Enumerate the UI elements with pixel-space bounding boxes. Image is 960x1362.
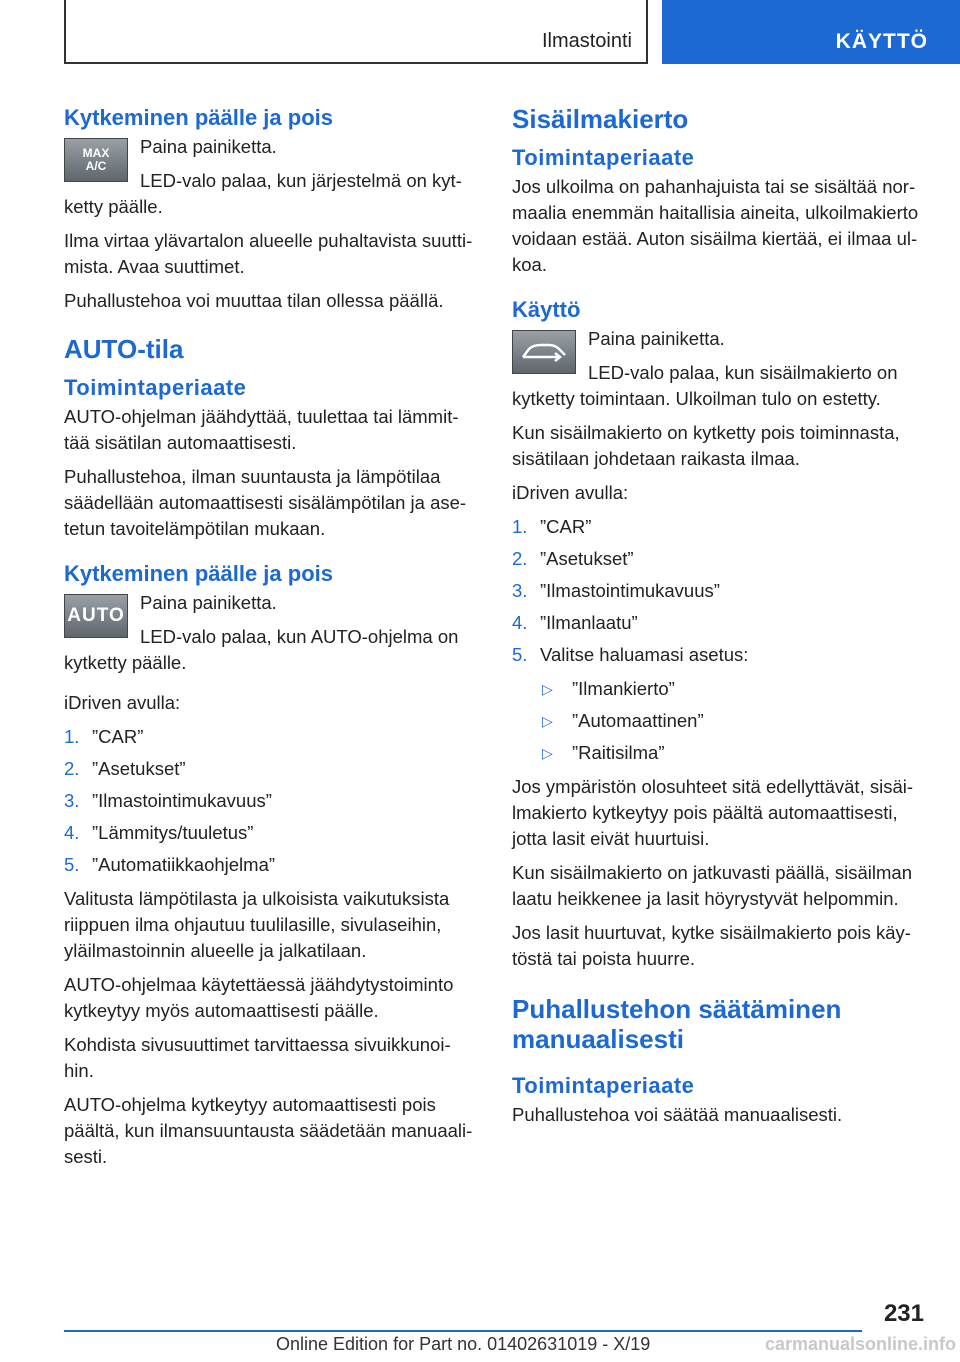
paragraph: Paina painiketta. (588, 328, 725, 349)
footer-divider (64, 1330, 862, 1332)
paragraph: Kun sisäilmakierto on kytketty pois toiminnasta, sisätilaan johdetaan raikasta ilmaa. (512, 422, 900, 469)
step-list (512, 514, 926, 668)
recirculation-car-icon (512, 330, 576, 374)
paragraph: LED-valo palaa, kun AUTO-ohjelma on kytketty päälle. (64, 626, 459, 673)
paragraph: AUTO-ohjelman jäähdyttää, tuulettaa tai lämmit-tää sisätilan automaattisesti. (64, 406, 459, 453)
paragraph: Jos ympäristön olosuhteet sitä edellyttävät, sisäi-lmakierto kytkeytyy pois päältä automaattisesti, jotta lasit eivät huurtuisi. (512, 776, 914, 849)
list-item: 1. ”CAR” (512, 516, 592, 537)
list-item: ▷ ”Ilmankierto” (540, 676, 926, 702)
auto-button-icon: AUTO (64, 594, 128, 638)
list-item: 5. Valitse haluamasi asetus: (512, 644, 749, 665)
list-item: 1. ”CAR” (64, 726, 144, 747)
right-column (512, 100, 926, 1136)
paragraph: AUTO-ohjelmaa käytettäessä jäähdytystoiminto kytkeytyy myös automaattisesti päälle. (64, 974, 454, 1021)
paragraph: Jos lasit huurtuvat, kytke sisäilmakierto pois käy-töstä tai poista huurre. (512, 922, 911, 969)
recirc-block (512, 326, 926, 420)
paragraph: Valitusta lämpötilasta ja ulkoisista vaikutuksista riippuen ilma ohjautuu tuulilasille, sivulaseihin, yläilmastoinnin alueelle ja jalkatilaan. (64, 888, 450, 961)
triangle-bullet-icon: ▷ (542, 681, 553, 697)
list-item: ▷ ”Raitisilma” (540, 740, 926, 766)
paragraph: Puhallustehoa voi säätää manuaalisesti. (512, 1104, 843, 1125)
auto-block (64, 590, 478, 684)
heading-principle: Toimintaperiaate (512, 145, 695, 170)
paragraph: Puhallustehoa voi muuttaa tilan ollessa päällä. (64, 290, 444, 311)
heading-use: Käyttö (512, 297, 581, 322)
watermark: carmanualsonline.info (764, 1334, 956, 1354)
left-column (64, 100, 478, 1178)
heading-fan-speed: Puhallustehon säätäminen manuaalisesti (512, 994, 842, 1054)
heading-principle: Toimintaperiaate (512, 1073, 695, 1098)
paragraph: Kohdista sivusuuttimet tarvittaessa sivuikkunoi-hin. (64, 1034, 451, 1081)
list-item: 3. ”Ilmastointimukavuus” (64, 790, 272, 811)
list-item: 3. ”Ilmastointimukavuus” (512, 580, 720, 601)
section-title: Ilmastointi (541, 30, 632, 52)
paragraph: Paina painiketta. (140, 592, 277, 613)
paragraph: Paina painiketta. (140, 136, 277, 157)
list-item: 5. ”Automatiikkaohjelma” (64, 854, 276, 875)
step-list (64, 724, 478, 878)
option-list (512, 676, 926, 766)
max-ac-button-icon: MAX A/C (64, 138, 128, 182)
paragraph: Puhallustehoa, ilman suuntausta ja lämpötilaa säädellään automaattisesti sisälämpötilan ja ase-tetun tavoitelämpötilan mukaan. (64, 466, 467, 539)
paragraph: Jos ulkoilma on pahanhajuista tai se sisältää nor-maalia enemmän haitallisia aineita, ulkoilmakierto voidaan estää. Auton sisäilma kiertää, ei ilmaa ul-koa. (512, 176, 919, 275)
heading-principle: Toimintaperiaate (64, 375, 247, 400)
heading-on-off: Kytkeminen päälle ja pois (64, 105, 333, 130)
paragraph: AUTO-ohjelma kytkeytyy automaattisesti pois päältä, kun ilmansuuntausta säädetään manuaali-sesti. (64, 1094, 473, 1167)
list-item: ▷ ”Automaattinen” (540, 708, 926, 734)
page-number: 231 (883, 1300, 924, 1327)
chapter-tab[interactable]: KÄYTTÖ (662, 0, 960, 64)
paragraph: iDriven avulla: (64, 692, 181, 713)
paragraph: Kun sisäilmakierto on jatkuvasti päällä, sisäilman laatu heikkenee ja lasit höyrystyvät helpommin. (512, 862, 912, 909)
triangle-bullet-icon: ▷ (542, 745, 553, 761)
list-item: 4. ”Lämmitys/tuuletus” (64, 822, 254, 843)
paragraph: LED-valo palaa, kun järjestelmä on kyt-ketty päälle. (64, 170, 462, 217)
maxac-block (64, 134, 478, 228)
heading-auto-mode: AUTO-tila (64, 334, 184, 364)
header-frame (64, 0, 648, 64)
list-item: 2. ”Asetukset” (512, 548, 634, 569)
paragraph: iDriven avulla: (512, 482, 629, 503)
edition-text: Online Edition for Part no. 01402631019 - X/19 (276, 1334, 651, 1354)
heading-recirculation: Sisäilmakierto (512, 104, 689, 134)
paragraph: LED-valo palaa, kun sisäilmakierto on kytketty toimintaan. Ulkoilman tulo on estetty. (512, 362, 898, 409)
list-item: 2. ”Asetukset” (64, 758, 186, 779)
triangle-bullet-icon: ▷ (542, 713, 553, 729)
list-item: 4. ”Ilmanlaatu” (512, 612, 638, 633)
heading-on-off: Kytkeminen päälle ja pois (64, 561, 333, 586)
paragraph: Ilma virtaa ylävartalon alueelle puhaltavista suutti-mista. Avaa suuttimet. (64, 230, 473, 277)
